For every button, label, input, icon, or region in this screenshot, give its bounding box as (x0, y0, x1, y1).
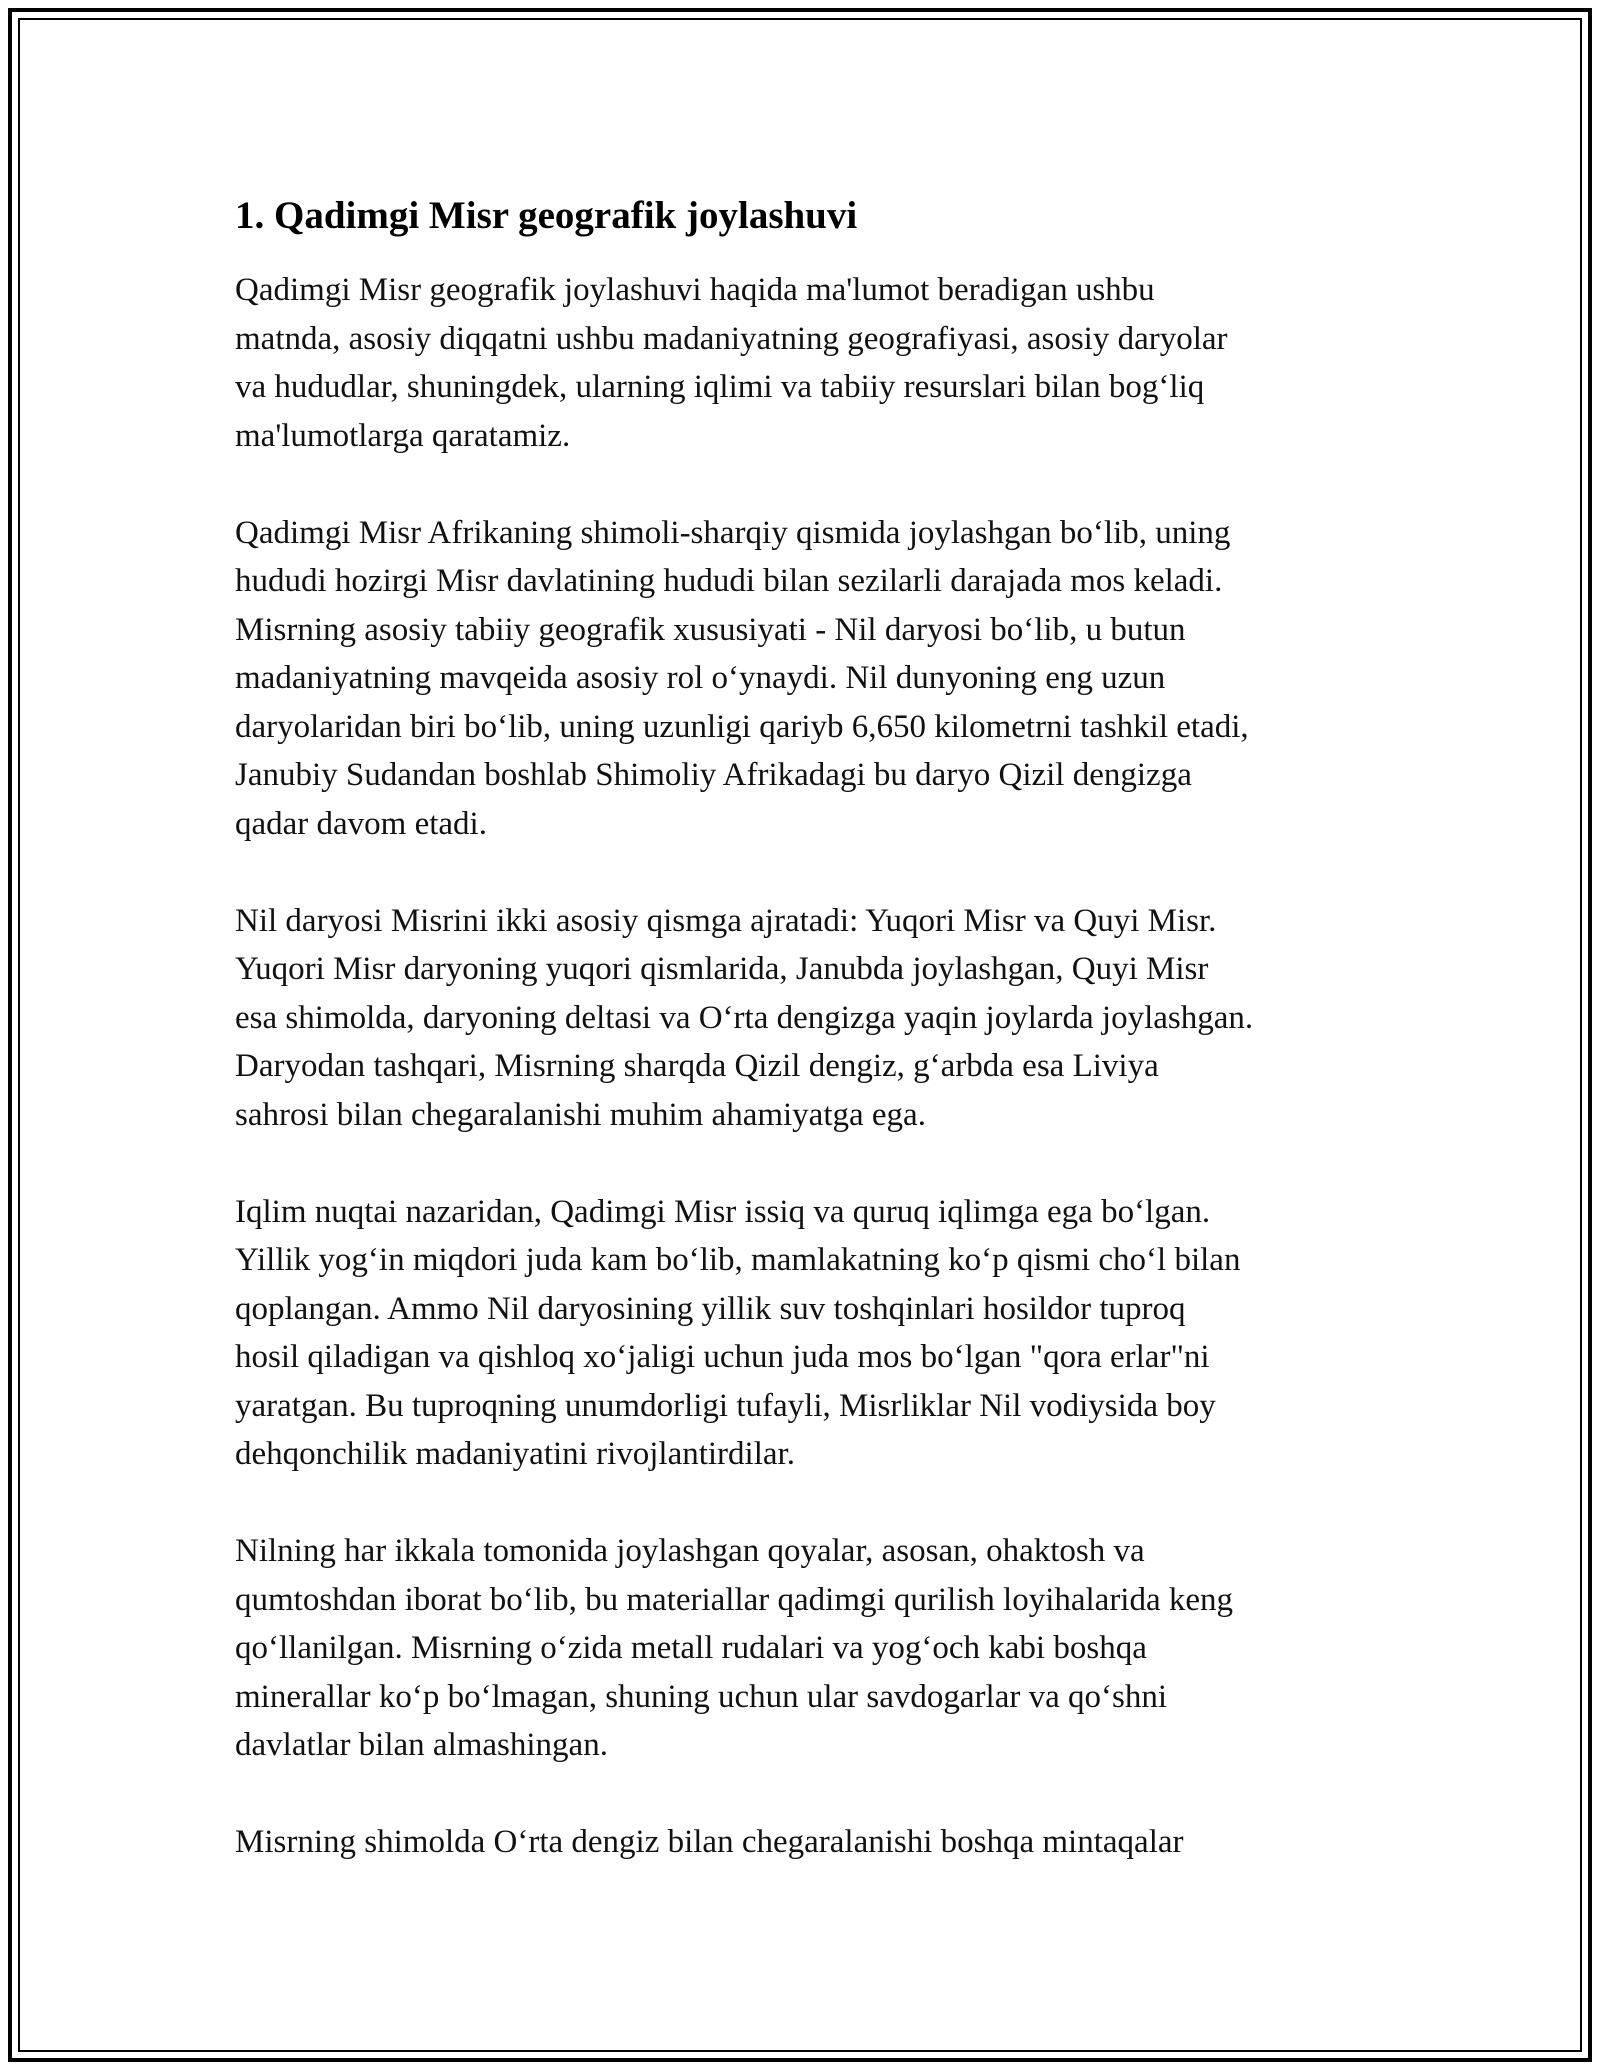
paragraph-line: Iqlim nuqtai nazaridan, Qadimgi Misr issiq va quruq iqlimga ega bo‘lgan. (235, 1193, 1211, 1230)
paragraph-line: sahrosi bilan chegaralanishi muhim ahamiyatga ega. (235, 1096, 926, 1133)
paragraph-line: qumtoshdan iborat bo‘lib, bu materiallar qadimgi qurilish loyihalarida keng (235, 1581, 1234, 1618)
paragraph (235, 266, 1375, 460)
paragraph-line: Nil daryosi Misrini ikki asosiy qismga ajratadi: Yuqori Misr va Quyi Misr. (235, 902, 1217, 939)
paragraph (235, 1527, 1375, 1770)
paragraph-line: madaniyatning mavqeida asosiy rol o‘ynaydi. Nil dunyoning eng uzun (235, 660, 1166, 696)
paragraph-line: qadar davom etadi. (235, 805, 487, 842)
paragraph-line: ma'lumotlarga qaratamiz. (235, 417, 571, 454)
paragraph-line: minerallar ko‘p bo‘lmagan, shuning uchun ular savdogarlar va qo‘shni (235, 1678, 1167, 1715)
paragraph (235, 897, 1375, 1140)
paragraph-line: Nilning har ikkala tomonida joylashgan qoyalar, asosan, ohaktosh va (235, 1533, 1145, 1569)
paragraph-line: Daryodan tashqari, Misrning sharqda Qizil dengiz, g‘arbda esa Liviya (235, 1048, 1159, 1084)
paragraph-line: davlatlar bilan almashingan. (235, 1727, 608, 1763)
paragraph-line: yaratgan. Bu tuproqning unumdorligi tufayli, Misrliklar Nil vodiysida boy (235, 1387, 1216, 1424)
paragraph-line: Misrning asosiy tabiiy geografik xususiyati - Nil daryosi bo‘lib, u butun (235, 611, 1186, 648)
paragraph-line: Yuqori Misr daryoning yuqori qismlarida, Janubda joylashgan, Quyi Misr (235, 951, 1209, 987)
paragraph (235, 1818, 1375, 1867)
paragraph-line: Misrning shimolda O‘rta dengiz bilan chegaralanishi boshqa mintaqalar (235, 1824, 1184, 1860)
paragraph-line: Janubiy Sudandan boshlab Shimoliy Afrikadagi bu daryo Qizil dengizga (235, 757, 1192, 793)
document-body (235, 188, 1375, 1915)
section-heading: 1. Qadimgi Misr geografik joylashuvi (235, 194, 858, 237)
paragraph-line: hududi hozirgi Misr davlatining hududi bilan sezilarli darajada mos keladi. (235, 563, 1223, 599)
paragraph-line: qoplangan. Ammo Nil daryosining yillik suv toshqinlari hosildor tuproq (235, 1290, 1186, 1327)
paragraph-line: va hududlar, shuningdek, ularning iqlimi va tabiiy resurslari bilan bog‘liq (235, 369, 1205, 405)
paragraph-line: Qadimgi Misr geografik joylashuvi haqida ma'lumot beradigan ushbu (235, 272, 1155, 308)
paragraph (235, 1188, 1375, 1479)
paragraph-line: matnda, asosiy diqqatni ushbu madaniyatning geografiyasi, asosiy daryolar (235, 320, 1228, 357)
paragraph-line: Yillik yog‘in miqdori juda kam bo‘lib, mamlakatning ko‘p qismi cho‘l bilan (235, 1242, 1241, 1278)
paragraph-list (235, 266, 1375, 1867)
paragraph-line: hosil qiladigan va qishloq xo‘jaligi uchun juda mos bo‘lgan "qora erlar"ni (235, 1339, 1210, 1375)
paragraph-line: Qadimgi Misr Afrikaning shimoli-sharqiy qismida joylashgan bo‘lib, uning (235, 514, 1231, 551)
paragraph-line: esa shimolda, daryoning deltasi va O‘rta dengizga yaqin joylarda joylashgan. (235, 999, 1254, 1036)
paragraph-line: dehqonchilik madaniyatini rivojlantirdilar. (235, 1436, 795, 1472)
paragraph (235, 509, 1375, 849)
paragraph-line: qo‘llanilgan. Misrning o‘zida metall rudalari va yog‘och kabi boshqa (235, 1630, 1147, 1666)
paragraph-line: daryolaridan biri bo‘lib, uning uzunligi qariyb 6,650 kilometrni tashkil etadi, (235, 708, 1249, 745)
